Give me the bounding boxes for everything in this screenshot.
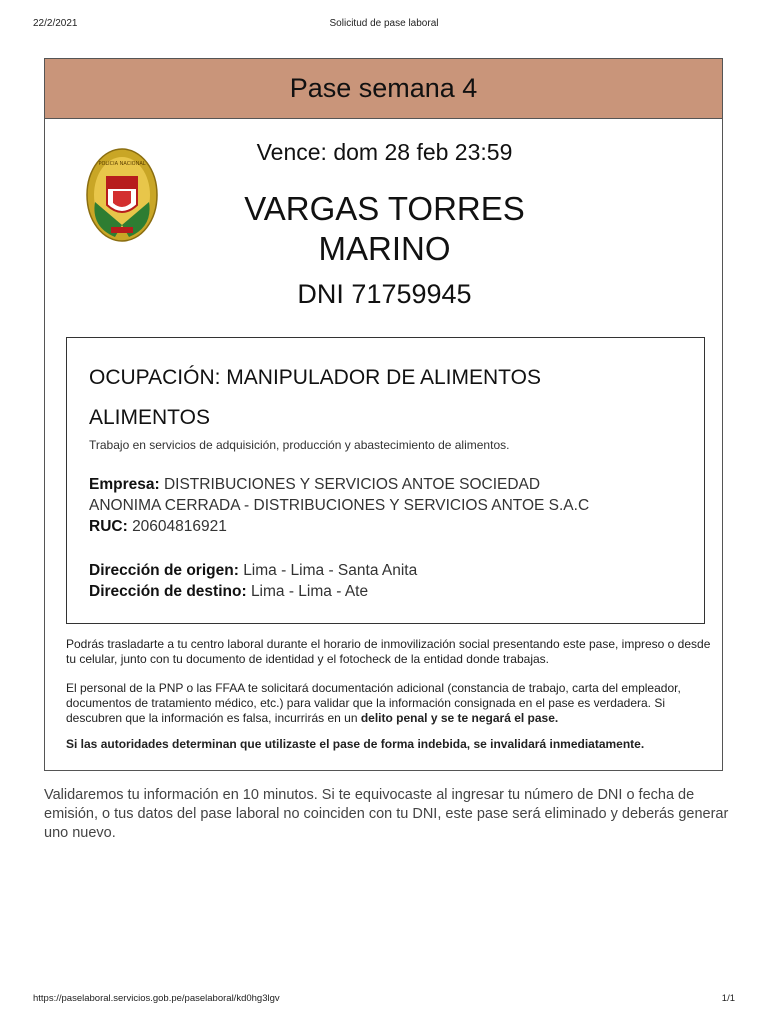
company-label: Empresa:	[89, 476, 160, 493]
ruc-label: RUC:	[89, 518, 128, 535]
print-date: 22/2/2021	[33, 18, 78, 29]
origin-label: Dirección de origen:	[89, 562, 239, 579]
origin-value: Lima - Lima - Santa Anita	[243, 562, 418, 579]
note-transit-rules: Podrás trasladarte a tu centro laboral durante el horario de inmovilización social presentando este pase, impreso o desde tu celular, junto con tu documento de identidad y el fotocheck de la entidad donde trabajas.	[66, 637, 711, 666]
ruc-value: 20604816921	[132, 518, 227, 535]
destination-label: Dirección de destino:	[89, 583, 247, 600]
addresses	[89, 560, 689, 602]
police-emblem-icon	[85, 147, 159, 243]
print-url: https://paselaboral.servicios.gob.pe/paselaboral/kd0hg3lgv	[33, 993, 280, 1004]
holder-dni: DNI 71759945	[297, 279, 472, 309]
company-name-line1: DISTRIBUCIONES Y SERVICIOS ANTOE SOCIEDAD	[163, 476, 541, 493]
occupation-title-line2: ALIMENTOS	[89, 406, 210, 429]
pass-title: Pase semana 4	[45, 59, 722, 119]
holder-name	[165, 189, 604, 269]
occupation-title	[89, 358, 689, 438]
note-invalidation: Si las autoridades determinan que utilizaste el pase de forma indebida, se invalidará inmediatamente.	[66, 737, 645, 751]
expiration-date: Vence: dom 28 feb 23:59	[256, 139, 513, 165]
occupation-box	[66, 337, 705, 624]
holder-surnames: VARGAS TORRES	[244, 190, 525, 227]
holder-given-name: MARINO	[318, 230, 451, 267]
print-page-number: 1/1	[721, 993, 735, 1004]
destination-value: Lima - Lima - Ate	[250, 583, 369, 600]
validation-message: Validaremos tu información en 10 minutos. Si te equivocaste al ingresar tu número de DNI o fecha de emisión, o tus datos del pase laboral no coinciden con tu DNI, este pase será eliminado y deberás generar uno nuevo.	[44, 787, 729, 841]
note-documentation-text: El personal de la PNP o las FFAA te solicitará documentación adicional (constancia de trabajo, carta del empleador, documentos de tratamiento médico, etc.) para validar que la información consignada en el pase es verdadera. Si descubren que la información es falsa, incurrirás en un	[66, 681, 681, 725]
occupation-description: Trabajo en servicios de adquisición, producción y abastecimiento de alimentos.	[89, 438, 510, 452]
work-pass-card	[44, 58, 723, 771]
svg-text:POLICIA NACIONAL: POLICIA NACIONAL	[98, 161, 146, 167]
note-documentation-warning: delito penal y se te negará el pase.	[360, 711, 559, 725]
company-name-line2: ANONIMA CERRADA - DISTRIBUCIONES Y SERVICIOS ANTOE S.A.C	[89, 497, 590, 514]
company-info	[89, 474, 689, 537]
occupation-title-line1: OCUPACIÓN: MANIPULADOR DE ALIMENTOS	[89, 366, 541, 389]
print-page-title: Solicitud de pase laboral	[329, 18, 439, 29]
note-documentation	[66, 681, 711, 726]
